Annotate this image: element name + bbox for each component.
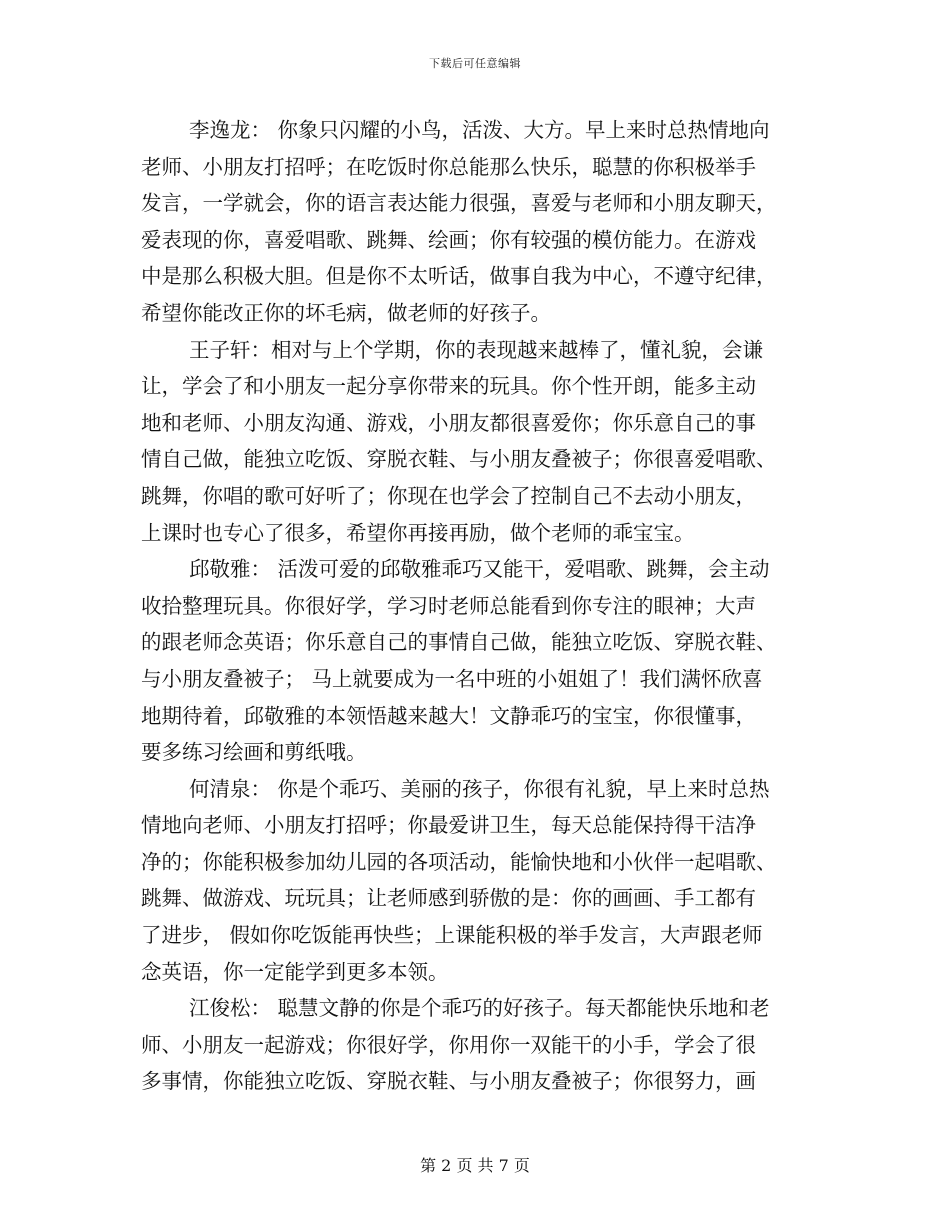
text-line: 邱敬雅： 活泼可爱的邱敬雅乖巧又能干，爱唱歌、跳舞，会主动	[189, 557, 770, 582]
text-line: 念英语，你一定能学到更多本领。	[141, 959, 449, 984]
text-line: 李逸龙： 你象只闪耀的小鸟，活泼、大方。早上来时总热情地向	[189, 118, 770, 142]
text-line: 跳舞、做游戏、玩玩具；让老师感到骄傲的是：你的画画、手工都有	[141, 886, 756, 911]
text-line: 希望你能改正你的坏毛病，做老师的好孩子。	[141, 300, 551, 325]
text-line: 多事情，你能独立吃饭、穿脱衣鞋、与小朋友叠被子；你很努力，画	[141, 1069, 756, 1094]
text-line: 地和老师、小朋友沟通、游戏，小朋友都很喜爱你；你乐意自己的事	[141, 410, 756, 435]
text-line: 情地向老师、小朋友打招呼；你最爱讲卫生，每天总能保持得干洁净	[141, 813, 756, 838]
text-line: 的跟老师念英语；你乐意自己的事情自己做，能独立吃饭、穿脱衣鞋、	[141, 630, 777, 655]
body-text	[141, 112, 811, 1100]
text-line: 与小朋友叠被子； 马上就要成为一名中班的小姐姐了！我们满怀欣喜	[141, 666, 763, 691]
text-line: 情自己做，能独立吃饭、穿脱衣鞋、与小朋友叠被子；你很喜爱唱歌、	[141, 447, 777, 472]
text-line: 净的；你能积极参加幼儿园的各项活动，能愉快地和小伙伴一起唱歌、	[141, 849, 777, 874]
page-number-footer: 第 2 页 共 7 页	[420, 1156, 530, 1175]
text-line: 让，学会了和小朋友一起分享你带来的玩具。你个性开朗，能多主动	[141, 374, 756, 399]
paragraph-qiu-jingya	[141, 551, 811, 771]
text-line: 上课时也专心了很多，希望你再接再励，做个老师的乖宝宝。	[141, 520, 695, 545]
paragraph-jiang-junsong	[141, 990, 811, 1100]
paragraph-he-qingquan	[141, 771, 811, 991]
text-line: 中是那么积极大胆。但是你不太听话，做事自我为中心，不遵守纪律，	[141, 264, 777, 289]
paragraph-wang-zixuan	[141, 332, 811, 552]
text-line: 师、小朋友一起游戏；你很好学，你用你一双能干的小手，学会了很	[141, 1032, 756, 1057]
text-line: 何清泉： 你是个乖巧、美丽的孩子，你很有礼貌，早上来时总热	[189, 776, 770, 801]
text-line: 王子轩：相对与上个学期，你的表现越来越棒了，懂礼貌，会谦	[189, 337, 763, 362]
text-line: 收拾整理玩具。你很好学，学习时老师总能看到你专注的眼神；大声	[141, 593, 756, 618]
text-line: 江俊松： 聪慧文静的你是个乖巧的好孩子。每天都能快乐地和老	[189, 996, 770, 1021]
text-line: 要多练习绘画和剪纸哦。	[141, 740, 367, 765]
text-line: 老师、小朋友打招呼；在吃饭时你总能那么快乐，聪慧的你积极举手	[141, 154, 756, 179]
header-note: 下载后可任意编辑	[429, 57, 521, 70]
text-line: 跳舞，你唱的歌可好听了；你现在也学会了控制自己不去动小朋友，	[141, 483, 756, 508]
text-line: 爱表现的你，喜爱唱歌、跳舞、绘画；你有较强的模仿能力。在游戏	[141, 227, 756, 252]
text-line: 了进步， 假如你吃饭能再快些；上课能积极的举手发言，大声跟老师	[141, 923, 763, 948]
text-line: 发言，一学就会，你的语言表达能力很强，喜爱与老师和小朋友聊天，	[141, 191, 777, 216]
paragraph-li-yilong	[141, 112, 811, 332]
text-line: 地期待着，邱敬雅的本领悟越来越大！文静乖巧的宝宝，你很懂事，	[141, 703, 756, 728]
